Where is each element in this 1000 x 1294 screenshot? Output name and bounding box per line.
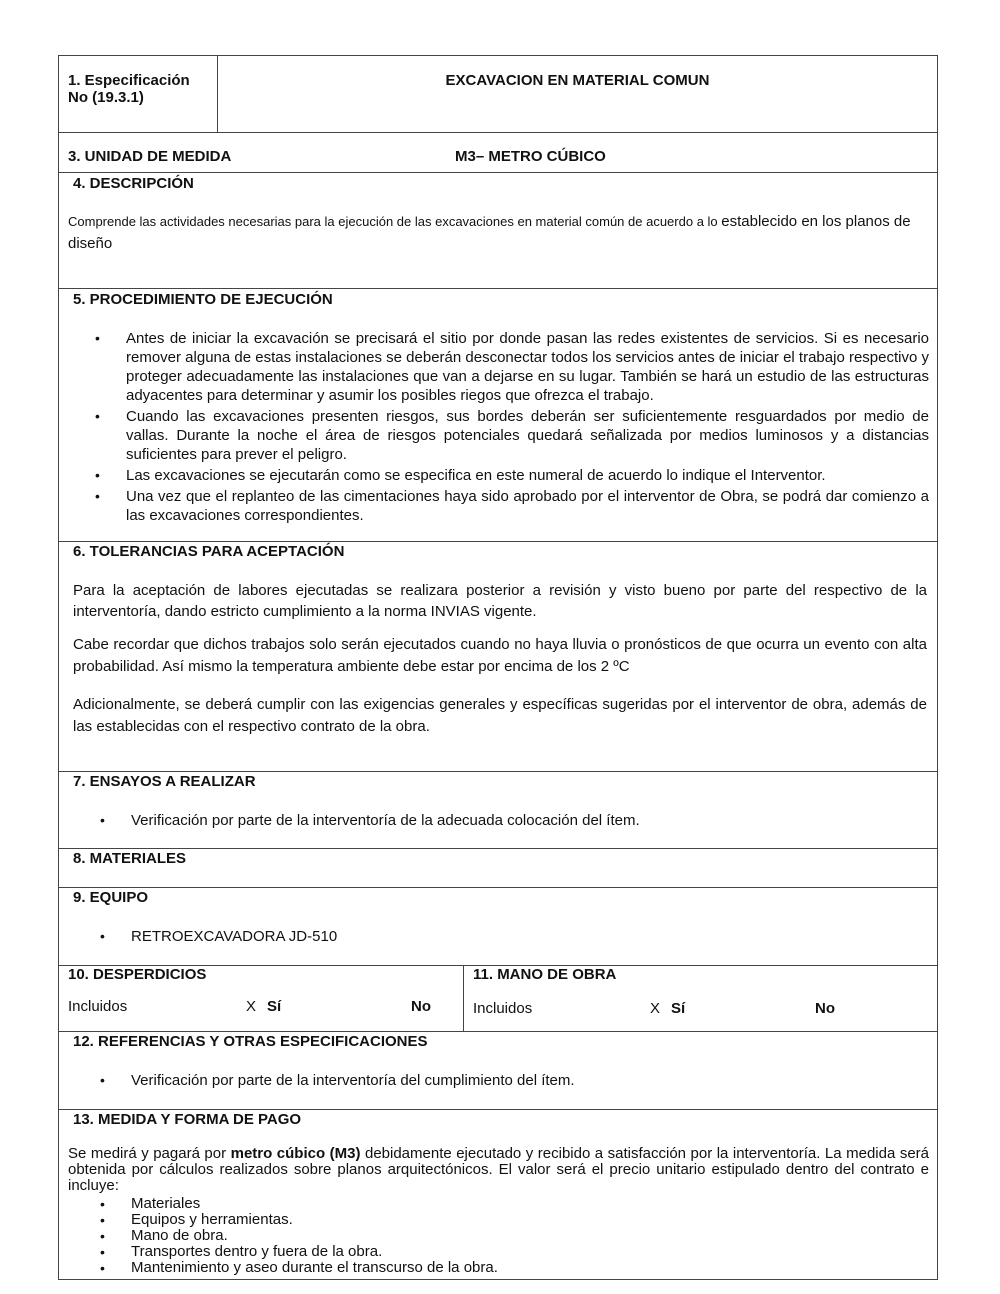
spec-title-cell (218, 56, 937, 132)
list-item: • Verificación por parte de la interventoría de la adecuada colocación del ítem. (131, 812, 929, 829)
references-list (131, 1072, 929, 1089)
equipment-list (131, 928, 929, 945)
waste-yes: Sí (267, 998, 282, 1015)
specification-sheet (58, 55, 938, 1280)
description-section (58, 173, 938, 289)
spec-number-cell (59, 56, 218, 132)
tolerances-paragraph: Cabe recordar que dichos trabajos solo serán ejecutados cuando no haya lluvia o pronósticos de que ocurra un evento con alta probabilidad. Así mismo la temperatura ambiente debe estar por encima de los 2 ºC (73, 636, 927, 675)
materials-heading: 8. MATERIALES (73, 850, 187, 867)
payment-list (131, 1196, 929, 1276)
description-text-large: establecido en los planos de diseño (68, 213, 911, 252)
labor-cell (464, 966, 937, 1031)
description-heading: 4. DESCRIPCIÓN (73, 175, 194, 192)
waste-mark: X (246, 998, 257, 1015)
unit-value: M3– METRO CÚBICO (455, 148, 606, 165)
labor-heading: 11. MANO DE OBRA (473, 966, 617, 983)
spec-title: EXCAVACION EN MATERIAL COMUN (445, 72, 710, 89)
tests-section (58, 772, 938, 849)
waste-labor-row (58, 966, 938, 1032)
waste-cell (59, 966, 464, 1031)
unit-row (58, 133, 938, 173)
list-item: • Una vez que el replanteo de las cimentaciones haya sido aprobado por el interventor de Obra, se podrá dar comienzo a las excavaciones correspondientes. (126, 487, 929, 525)
waste-no: No (411, 998, 431, 1015)
tolerances-section (58, 542, 938, 772)
spec-number-value: No (19.3.1) (68, 89, 144, 106)
list-item: • Equipos y herramientas. (131, 1212, 929, 1228)
list-item: • Las excavaciones se ejecutarán como se especifica en este numeral de acuerdo lo indique el Interventor. (126, 466, 929, 485)
spec-number-label: 1. Especificación (68, 72, 190, 89)
description-text-small: Comprende las actividades necesarias para la ejecución de las excavaciones en material común de acuerdo a lo (68, 214, 722, 229)
tests-list (131, 812, 929, 829)
payment-section (58, 1110, 938, 1280)
list-item: • RETROEXCAVADORA JD-510 (131, 928, 929, 945)
unit-label: 3. UNIDAD DE MEDIDA (68, 148, 232, 165)
list-item: • Mano de obra. (131, 1228, 929, 1244)
tolerances-paragraph: Para la aceptación de labores ejecutadas se realizara posterior a revisión y visto bueno por parte del respectivo de la interventoría, dando estricto cumplimiento a la norma INVIAS vigente. (73, 582, 927, 620)
waste-heading: 10. DESPERDICIOS (68, 966, 207, 983)
references-section (58, 1032, 938, 1110)
list-item: • Antes de iniciar la excavación se precisará el sitio por donde pasan las redes existentes de servicios. Si es necesario remover alguna de estas instalaciones se deberán desconectar todos los servicios antes de iniciar el trabajo respectivo y proteger adecuadamente las instalaciones que van a dejarse en su lugar. También se hará un estudio de las estructuras adyacentes para determinar y asumir los posibles riegos que ofrezca el trabajo. (126, 329, 929, 405)
procedure-section (58, 289, 938, 542)
tests-heading: 7. ENSAYOS A REALIZAR (73, 773, 256, 790)
labor-included-label: Incluidos (473, 1000, 533, 1017)
payment-intro-bold: metro cúbico (M3) (230, 1145, 361, 1162)
equipment-section (58, 888, 938, 966)
tolerances-heading: 6. TOLERANCIAS PARA ACEPTACIÓN (73, 543, 345, 560)
list-item: • Transportes dentro y fuera de la obra. (131, 1244, 929, 1260)
payment-intro-after: debidamente ejecutado y recibido a satisfacción por la interventoría. La medida será obtenida por cálculos realizados sobre planos arquitectónicos. El valor será el precio unitario estipulado dentro del contrato e incluye: (68, 1145, 930, 1194)
tolerances-paragraph: Adicionalmente, se deberá cumplir con las exigencias generales y específicas sugeridas por el interventor de obra, además de las establecidas con el respectivo contrato de la obra. (73, 696, 927, 735)
labor-yes: Sí (671, 1000, 686, 1017)
procedure-list (126, 329, 929, 525)
materials-section (58, 849, 938, 888)
list-item: • Materiales (131, 1196, 929, 1212)
procedure-heading: 5. PROCEDIMIENTO DE EJECUCIÓN (73, 291, 333, 308)
waste-included-label: Incluidos (68, 998, 128, 1015)
description-text (68, 211, 929, 255)
list-item: • Mantenimiento y aseo durante el transcurso de la obra. (131, 1260, 929, 1276)
list-item: • Verificación por parte de la interventoría del cumplimiento del ítem. (131, 1072, 929, 1089)
payment-intro-before: Se medirá y pagará por (68, 1145, 231, 1162)
payment-intro (68, 1146, 929, 1194)
payment-heading: 13. MEDIDA Y FORMA DE PAGO (73, 1111, 302, 1128)
equipment-heading: 9. EQUIPO (73, 889, 149, 906)
spec-header-row (58, 55, 938, 133)
labor-mark: X (650, 1000, 661, 1017)
references-heading: 12. REFERENCIAS Y OTRAS ESPECIFICACIONES (73, 1033, 428, 1050)
labor-no: No (815, 1000, 835, 1017)
list-item: • Cuando las excavaciones presenten riesgos, sus bordes deberán ser suficientemente resguardados por medio de vallas. Durante la noche el área de riesgos potenciales quedará señalizada por medios luminosos y a distancias suficientes para prever el peligro. (126, 407, 929, 464)
